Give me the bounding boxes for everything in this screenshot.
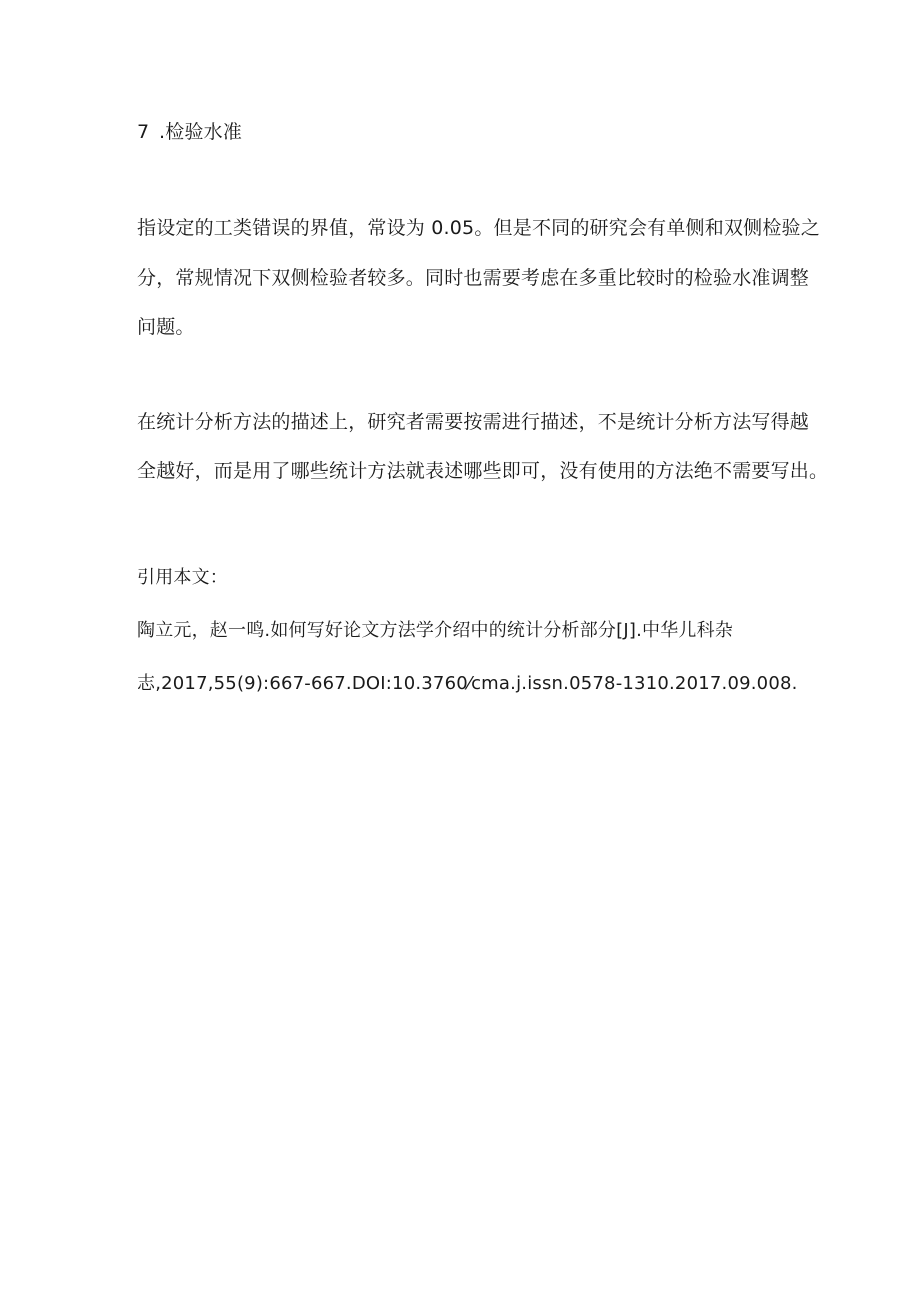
paragraph2-line-2: 全越好，而是用了哪些统计方法就表述哪些即可，没有使用的方法绝不需要写出。 — [137, 460, 829, 482]
citation-line-2: 志,2017,55(9):667-667.DOI:10.3760⁄cma.j.issn.0578-1310.2017.09.008. — [137, 673, 798, 694]
paragraph1-line-3: 问题。 — [137, 316, 195, 338]
section-number: 7 — [137, 121, 150, 143]
paragraph1-line-1: 指设定的工类错误的界值，常设为 0.05。但是不同的研究会有单侧和双侧检验之 — [137, 217, 820, 239]
section-title: .检验水准 — [159, 121, 243, 143]
citation-label: 引用本文： — [137, 567, 228, 588]
citation-line-1: 陶立元，赵一鸣.如何写好论文方法学介绍中的统计分析部分[J].中华儿科杂 — [137, 620, 733, 641]
paragraph2-line-1: 在统计分析方法的描述上，研究者需要按需进行描述，不是统计分析方法写得越 — [137, 411, 810, 433]
paragraph1-line-2: 分，常规情况下双侧检验者较多。同时也需要考虑在多重比较时的检验水准调整 — [137, 267, 810, 289]
section-heading — [137, 120, 242, 144]
